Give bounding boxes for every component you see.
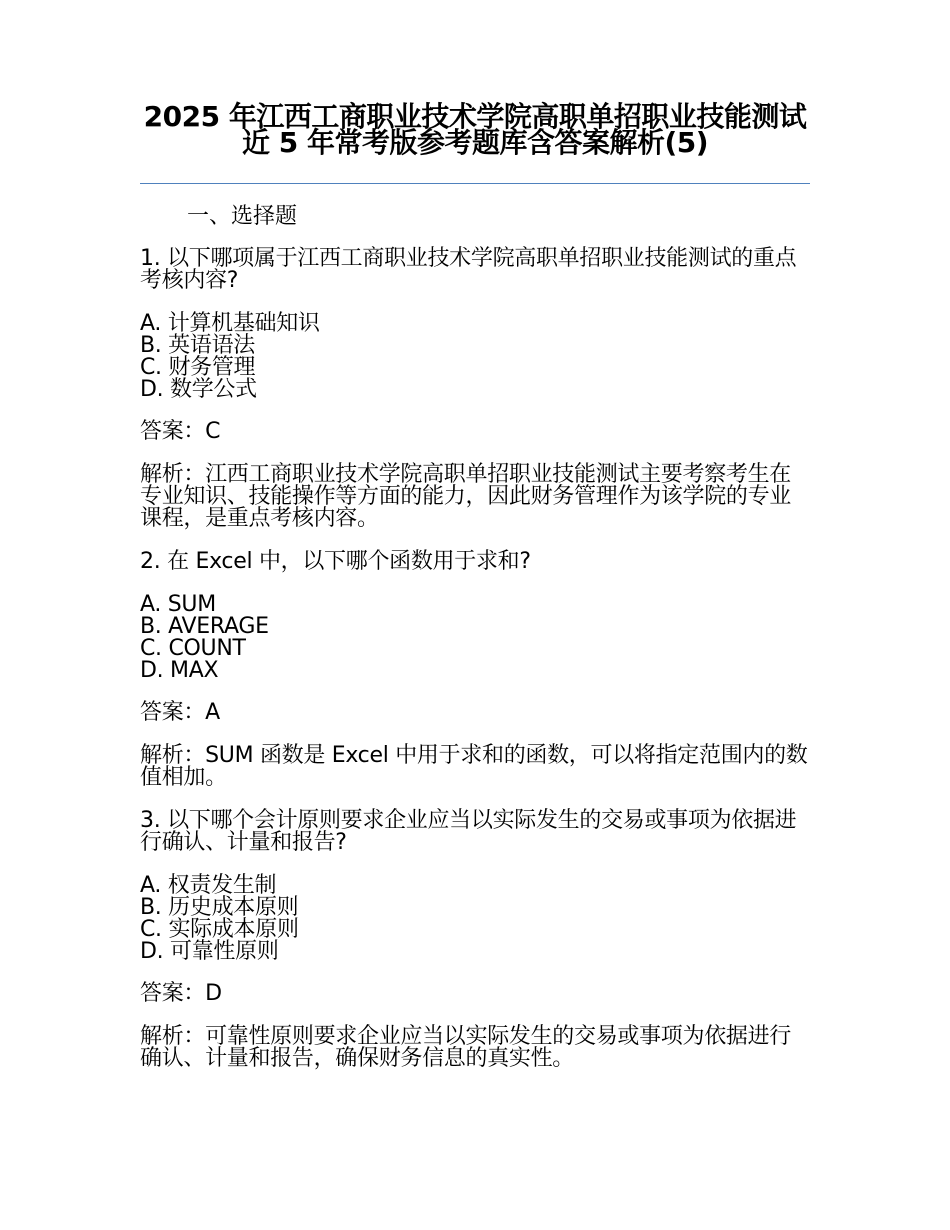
option-b: B. 英语语法 (140, 333, 255, 358)
question-block (140, 551, 812, 789)
question-block (140, 810, 812, 1070)
answer-text: 答案：C (140, 419, 221, 444)
option-d: D. MAX (140, 658, 219, 683)
option-c: C. COUNT (140, 636, 246, 661)
section-heading: 一、选择题 (187, 204, 298, 229)
analysis-text: 解析：江西工商职业技术学院高职单招职业技能测试主要考察考生在专业知识、技能操作等方面的能力，因此财务管理作为该学院的专业课程，是重点考核内容。 (140, 462, 792, 531)
option-list (140, 875, 812, 963)
option-a: A. 权责发生制 (140, 873, 277, 898)
option-b: B. AVERAGE (140, 614, 269, 639)
option-c: C. 实际成本原则 (140, 917, 299, 942)
question-text: 2. 在 Excel 中，以下哪个函数用于求和? (140, 549, 531, 574)
question-text: 1. 以下哪项属于江西工商职业技术学院高职单招职业技能测试的重点考核内容? (140, 246, 797, 293)
option-c: C. 财务管理 (140, 355, 256, 380)
option-b: B. 历史成本原则 (140, 895, 299, 920)
option-d: D. 可靠性原则 (140, 939, 279, 964)
option-a: A. 计算机基础知识 (140, 311, 320, 336)
question-block (140, 248, 812, 530)
option-list (140, 313, 812, 401)
question-text: 3. 以下哪个会计原则要求企业应当以实际发生的交易或事项为依据进行确认、计量和报告? (140, 808, 797, 855)
question-list (140, 248, 812, 1091)
title-underline (140, 183, 810, 184)
analysis-text: 解析：可靠性原则要求企业应当以实际发生的交易或事项为依据进行确认、计量和报告，确保财务信息的真实性。 (140, 1024, 792, 1071)
analysis-text: 解析：SUM 函数是 Excel 中用于求和的函数，可以将指定范围内的数值相加。 (140, 743, 808, 790)
option-list (140, 594, 812, 682)
document-title: 2025 年江西工商职业技术学院高职单招职业技能测试近 5 年常考版参考题库含答案解析(5) (143, 100, 807, 159)
answer-text: 答案：A (140, 700, 220, 725)
option-d: D. 数学公式 (140, 377, 257, 402)
option-a: A. SUM (140, 592, 216, 617)
answer-text: 答案：D (140, 981, 222, 1006)
